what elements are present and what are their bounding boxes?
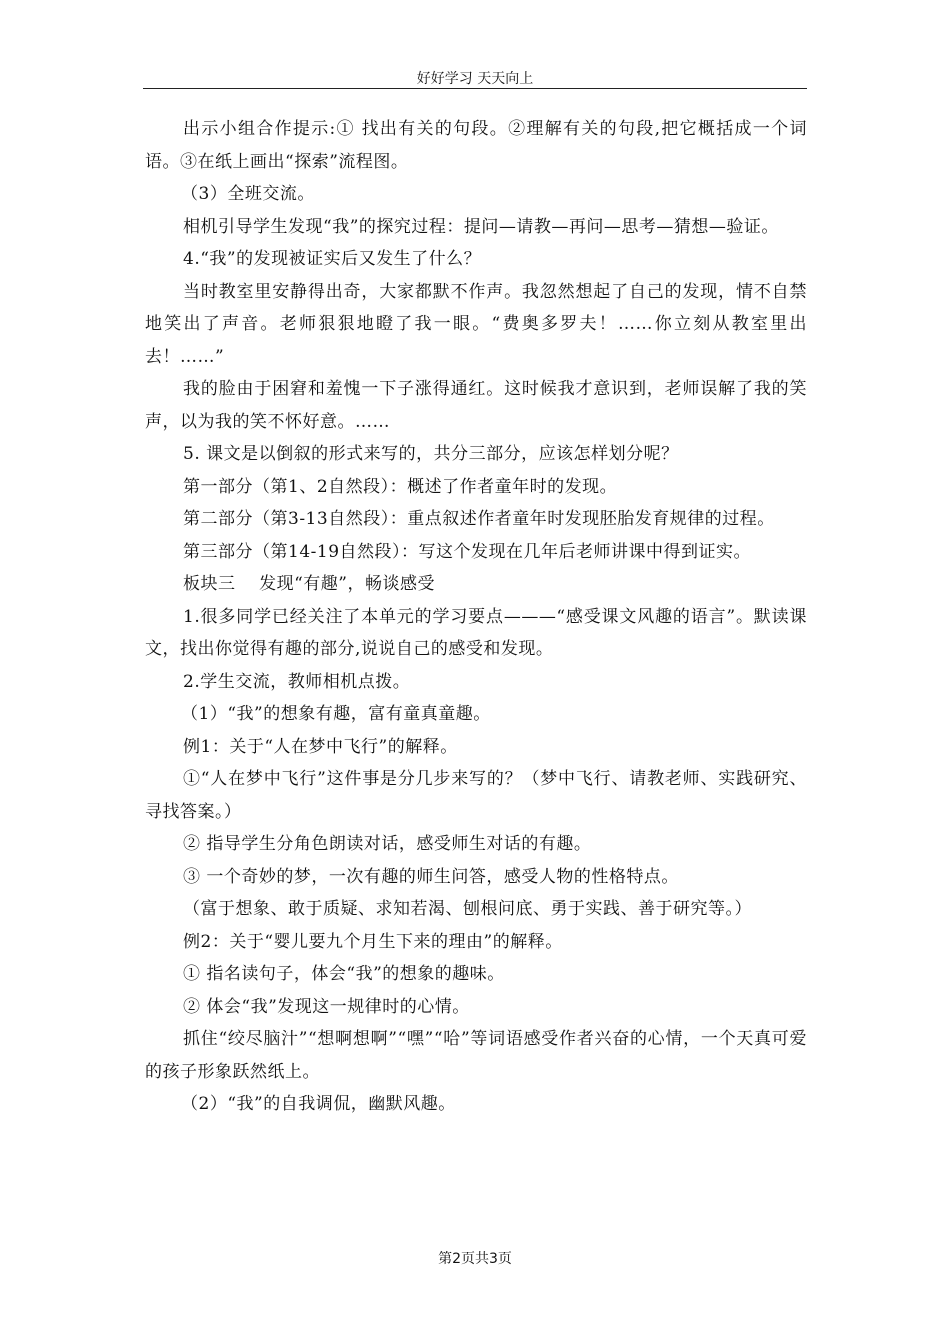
section-heading: 板块三 发现“有趣”，畅谈感受 xyxy=(183,574,435,594)
paragraph: 例2：关于“婴儿要九个月生下来的理由”的解释。 xyxy=(183,931,563,952)
paragraph: 我的脸由于困窘和羞愧一下子涨得通红。这时候我才意识到，老师误解了我的笑声，以为我的笑不怀好意。…… xyxy=(145,379,807,432)
paragraph: 1.很多同学已经关注了本单元的学习要点———“感受课文风趣的语言”。默读课文，找出你觉得有趣的部分,说说自己的感受和发现。 xyxy=(145,606,807,659)
paragraph: ③ 一个奇妙的梦，一次有趣的师生问答，感受人物的性格特点。 xyxy=(183,866,679,887)
paragraph: ① 指名读句子，体会“我”的想象的趣味。 xyxy=(183,964,505,984)
paragraph: （1）“我”的想象有趣，富有童真童趣。 xyxy=(181,704,491,724)
paragraph: 相机引导学生发现“我”的探究过程：提问—请教—再问—思考—猜想—验证。 xyxy=(183,216,779,237)
page-footer: 第2页共3页 xyxy=(438,1251,512,1267)
paragraph: 第二部分（第3-13自然段）：重点叙述作者童年时发现胚胎发育规律的过程。 xyxy=(183,509,775,529)
document-body xyxy=(145,113,807,1121)
paragraph: 第三部分（第14-19自然段）：写这个发现在几年后老师讲课中得到证实。 xyxy=(183,541,752,562)
paragraph: （2）“我”的自我调侃，幽默风趣。 xyxy=(181,1094,456,1114)
paragraph: 4.“我”的发现被证实后又发生了什么？ xyxy=(183,249,482,269)
header-rule xyxy=(143,88,807,89)
paragraph: ② 体会“我”发现这一规律时的心情。 xyxy=(183,996,470,1017)
paragraph: 5. 课文是以倒叙的形式来写的，共分三部分，应该怎样划分呢？ xyxy=(183,444,679,464)
paragraph: 例1：关于“人在梦中飞行”的解释。 xyxy=(183,736,458,757)
paragraph: ①“人在梦中飞行”这件事是分几步来写的？（梦中飞行、请教老师、实践研究、寻找答案。） xyxy=(145,769,807,822)
paragraph: 2.学生交流，教师相机点拨。 xyxy=(183,671,411,692)
paragraph: 当时教室里安静得出奇，大家都默不作声。我忽然想起了自己的发现，情不自禁地笑出了声音。老师狠狠地瞪了我一眼。“费奥多罗夫！……你立刻从教室里出去！……” xyxy=(145,281,807,367)
paragraph: 出示小组合作提示:① 找出有关的句段。②理解有关的句段,把它概括成一个词语。③在纸上画出“探索”流程图。 xyxy=(145,119,807,172)
paragraph: （3）全班交流。 xyxy=(181,184,315,204)
paragraph: （富于想象、敢于质疑、求知若渴、刨根问底、勇于实践、善于研究等。） xyxy=(183,899,752,919)
paragraph: ② 指导学生分角色朗读对话，感受师生对话的有趣。 xyxy=(183,834,592,854)
paragraph: 抓住“绞尽脑汁”“想啊想啊”“嘿”“哈”等词语感受作者兴奋的心情，一个天真可爱的孩子形象跃然纸上。 xyxy=(145,1029,807,1082)
paragraph: 第一部分（第1、2自然段）：概述了作者童年时的发现。 xyxy=(183,476,618,497)
page-header: 好好学习 天天向上 xyxy=(416,71,534,87)
